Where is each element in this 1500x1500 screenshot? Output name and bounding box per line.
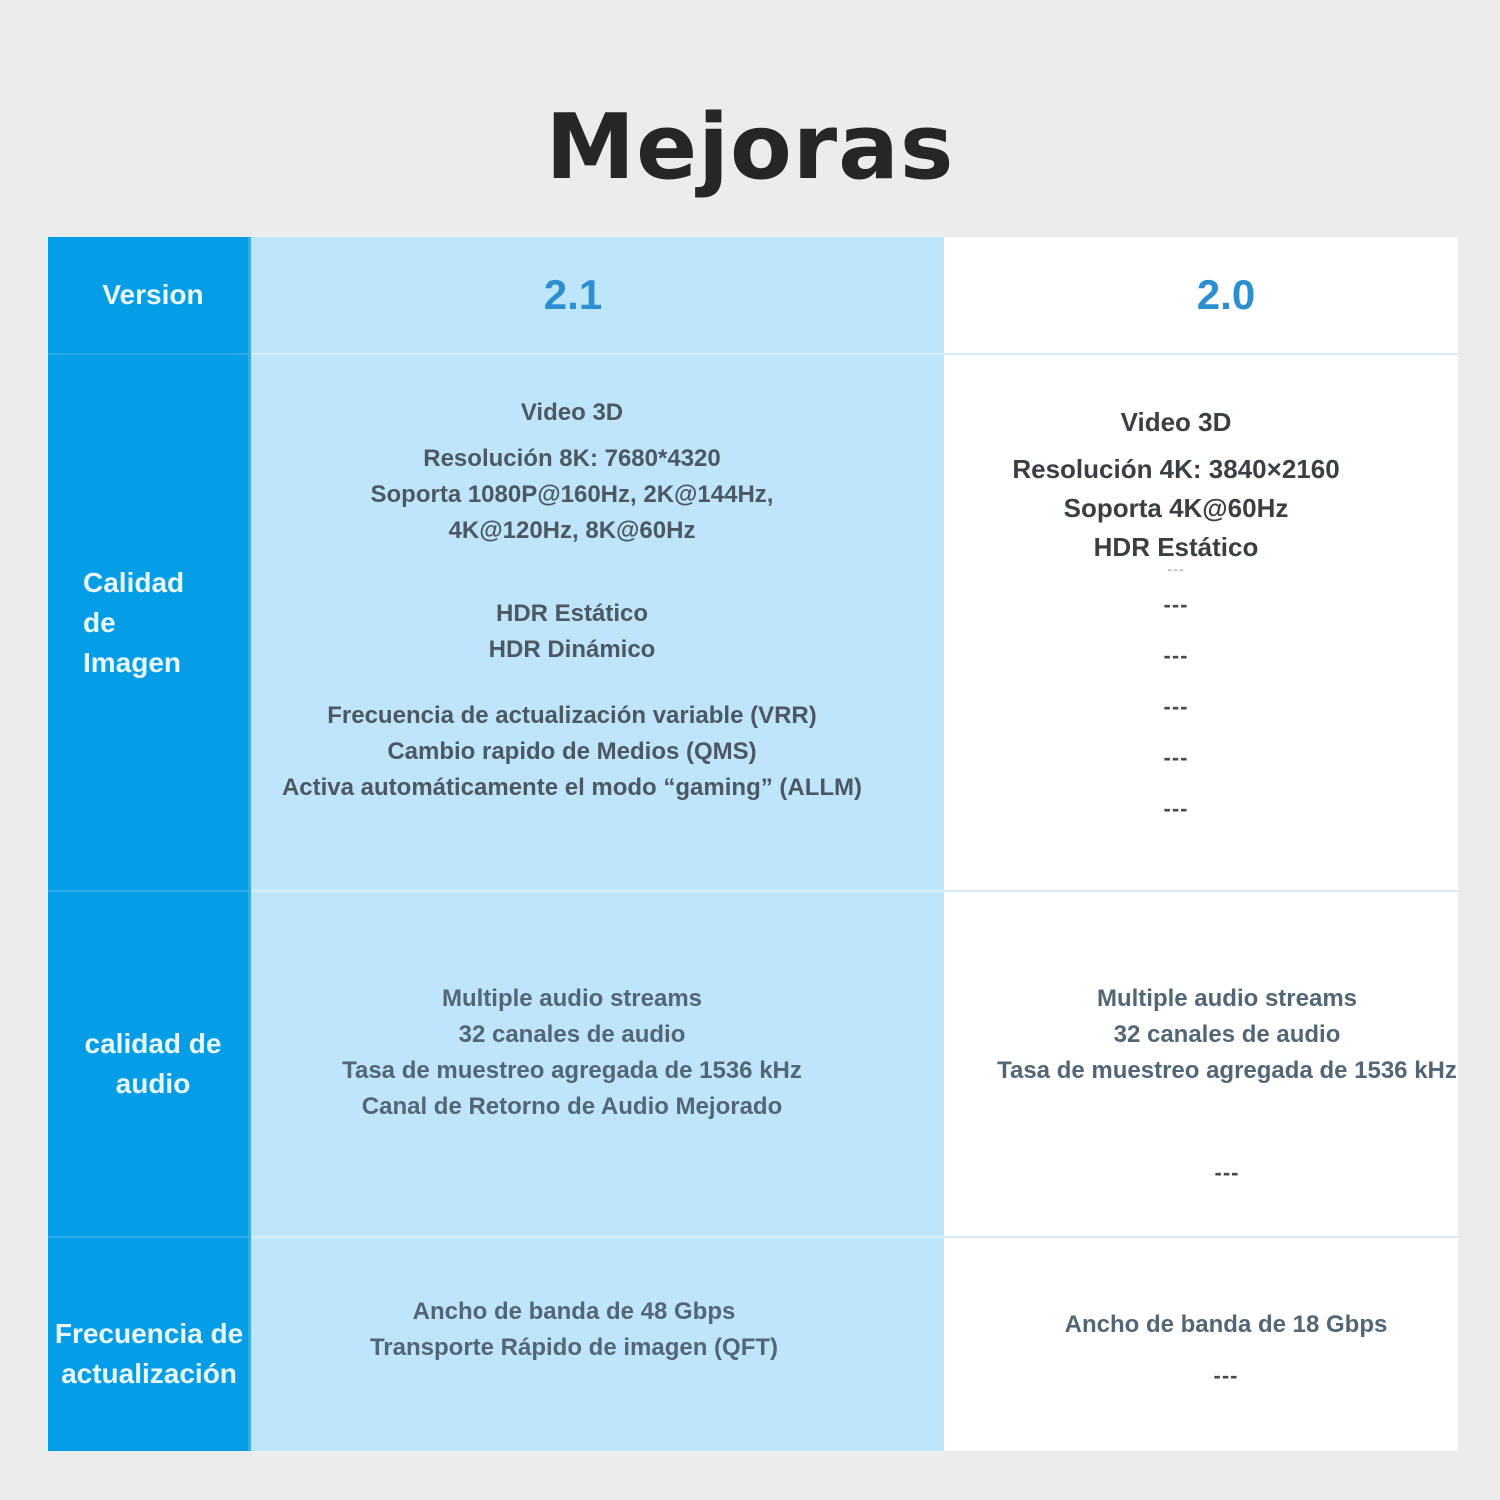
row-divider	[48, 890, 1458, 892]
comparison-table	[48, 237, 1458, 1451]
header-v21-cell	[250, 237, 896, 353]
audio-label-cell	[48, 892, 258, 1246]
audio-v21-cell	[250, 981, 894, 1125]
feature-line: 32 canales de audio	[1113, 1021, 1341, 1048]
feature-line: 32 canales de audio	[458, 1021, 686, 1048]
feature-line: Transporte Rápido de imagen (QFT)	[369, 1334, 779, 1361]
feature-line: 4K@120Hz, 8K@60Hz	[448, 517, 696, 544]
feature-line: Cambio rapido de Medios (QMS)	[387, 738, 757, 765]
feature-line: Resolución 4K: 3840×2160	[1012, 454, 1340, 484]
feature-line: Ancho de banda de 48 Gbps	[412, 1298, 736, 1325]
header-label-cell	[48, 237, 254, 353]
feature-line: Tasa de muestreo agregada de 1536 kHz	[997, 1057, 1457, 1084]
feature-line: Tasa de muestreo agregada de 1536 kHz	[342, 1057, 802, 1084]
feature-line: Video 3D	[1120, 407, 1232, 437]
imagen-v21-cell	[250, 395, 894, 806]
feature-line: Canal de Retorno de Audio Mejorado	[361, 1093, 783, 1120]
frecuencia-v20-cell	[944, 1307, 1500, 1401]
frecuencia-label-line: Frecuencia de	[54, 1318, 244, 1349]
feature-placeholder-dash: ---	[1163, 745, 1189, 770]
header-v20-cell	[944, 237, 1500, 353]
feature-line: Multiple audio streams	[441, 985, 703, 1012]
feature-line: Frecuencia de actualización variable (VRR)	[327, 702, 817, 729]
feature-placeholder-dash: ---	[1213, 1363, 1239, 1388]
feature-line: HDR Dinámico	[488, 636, 656, 663]
feature-line: Multiple audio streams	[1096, 985, 1358, 1012]
header-label: Version	[102, 279, 204, 310]
feature-line: Soporta 1080P@160Hz, 2K@144Hz,	[370, 481, 774, 508]
frecuencia-label-cell	[48, 1238, 250, 1490]
row-divider	[48, 353, 1458, 355]
feature-placeholder-dash: ---	[1167, 561, 1185, 577]
row-divider	[48, 1236, 1458, 1238]
frecuencia-v21-cell	[250, 1294, 898, 1366]
feature-line: Ancho de banda de 18 Gbps	[1064, 1311, 1388, 1338]
imagen-v20-cell	[944, 403, 1408, 834]
imagen-label-line: Imagen	[83, 646, 182, 678]
feature-line: HDR Estático	[495, 600, 649, 627]
imagen-label-cell	[83, 355, 250, 890]
feature-line: Activa automáticamente el modo “gaming” (ALLM)	[281, 774, 863, 801]
audio-v20-cell	[944, 981, 1500, 1198]
frecuencia-label-line: actualización	[61, 1358, 237, 1389]
version-2-0-heading: 2.0	[1196, 271, 1256, 318]
audio-label-line: audio	[115, 1068, 191, 1099]
feature-line: Soporta 4K@60Hz	[1063, 493, 1289, 523]
feature-line: Video 3D	[520, 399, 624, 426]
feature-line: Resolución 8K: 7680*4320	[423, 445, 721, 472]
imagen-label-line: Calidad	[83, 566, 185, 598]
feature-placeholder-dash: ---	[1214, 1160, 1240, 1185]
version-2-1-heading: 2.1	[543, 271, 603, 318]
feature-line: HDR Estático	[1093, 532, 1259, 562]
feature-placeholder-dash: ---	[1163, 592, 1189, 617]
audio-label-line: calidad de	[84, 1028, 222, 1059]
feature-placeholder-dash: ---	[1163, 796, 1189, 821]
page-title: Mejoras	[545, 95, 955, 200]
feature-placeholder-dash: ---	[1163, 694, 1189, 719]
feature-placeholder-dash: ---	[1163, 643, 1189, 668]
imagen-label-line: de	[83, 606, 116, 638]
